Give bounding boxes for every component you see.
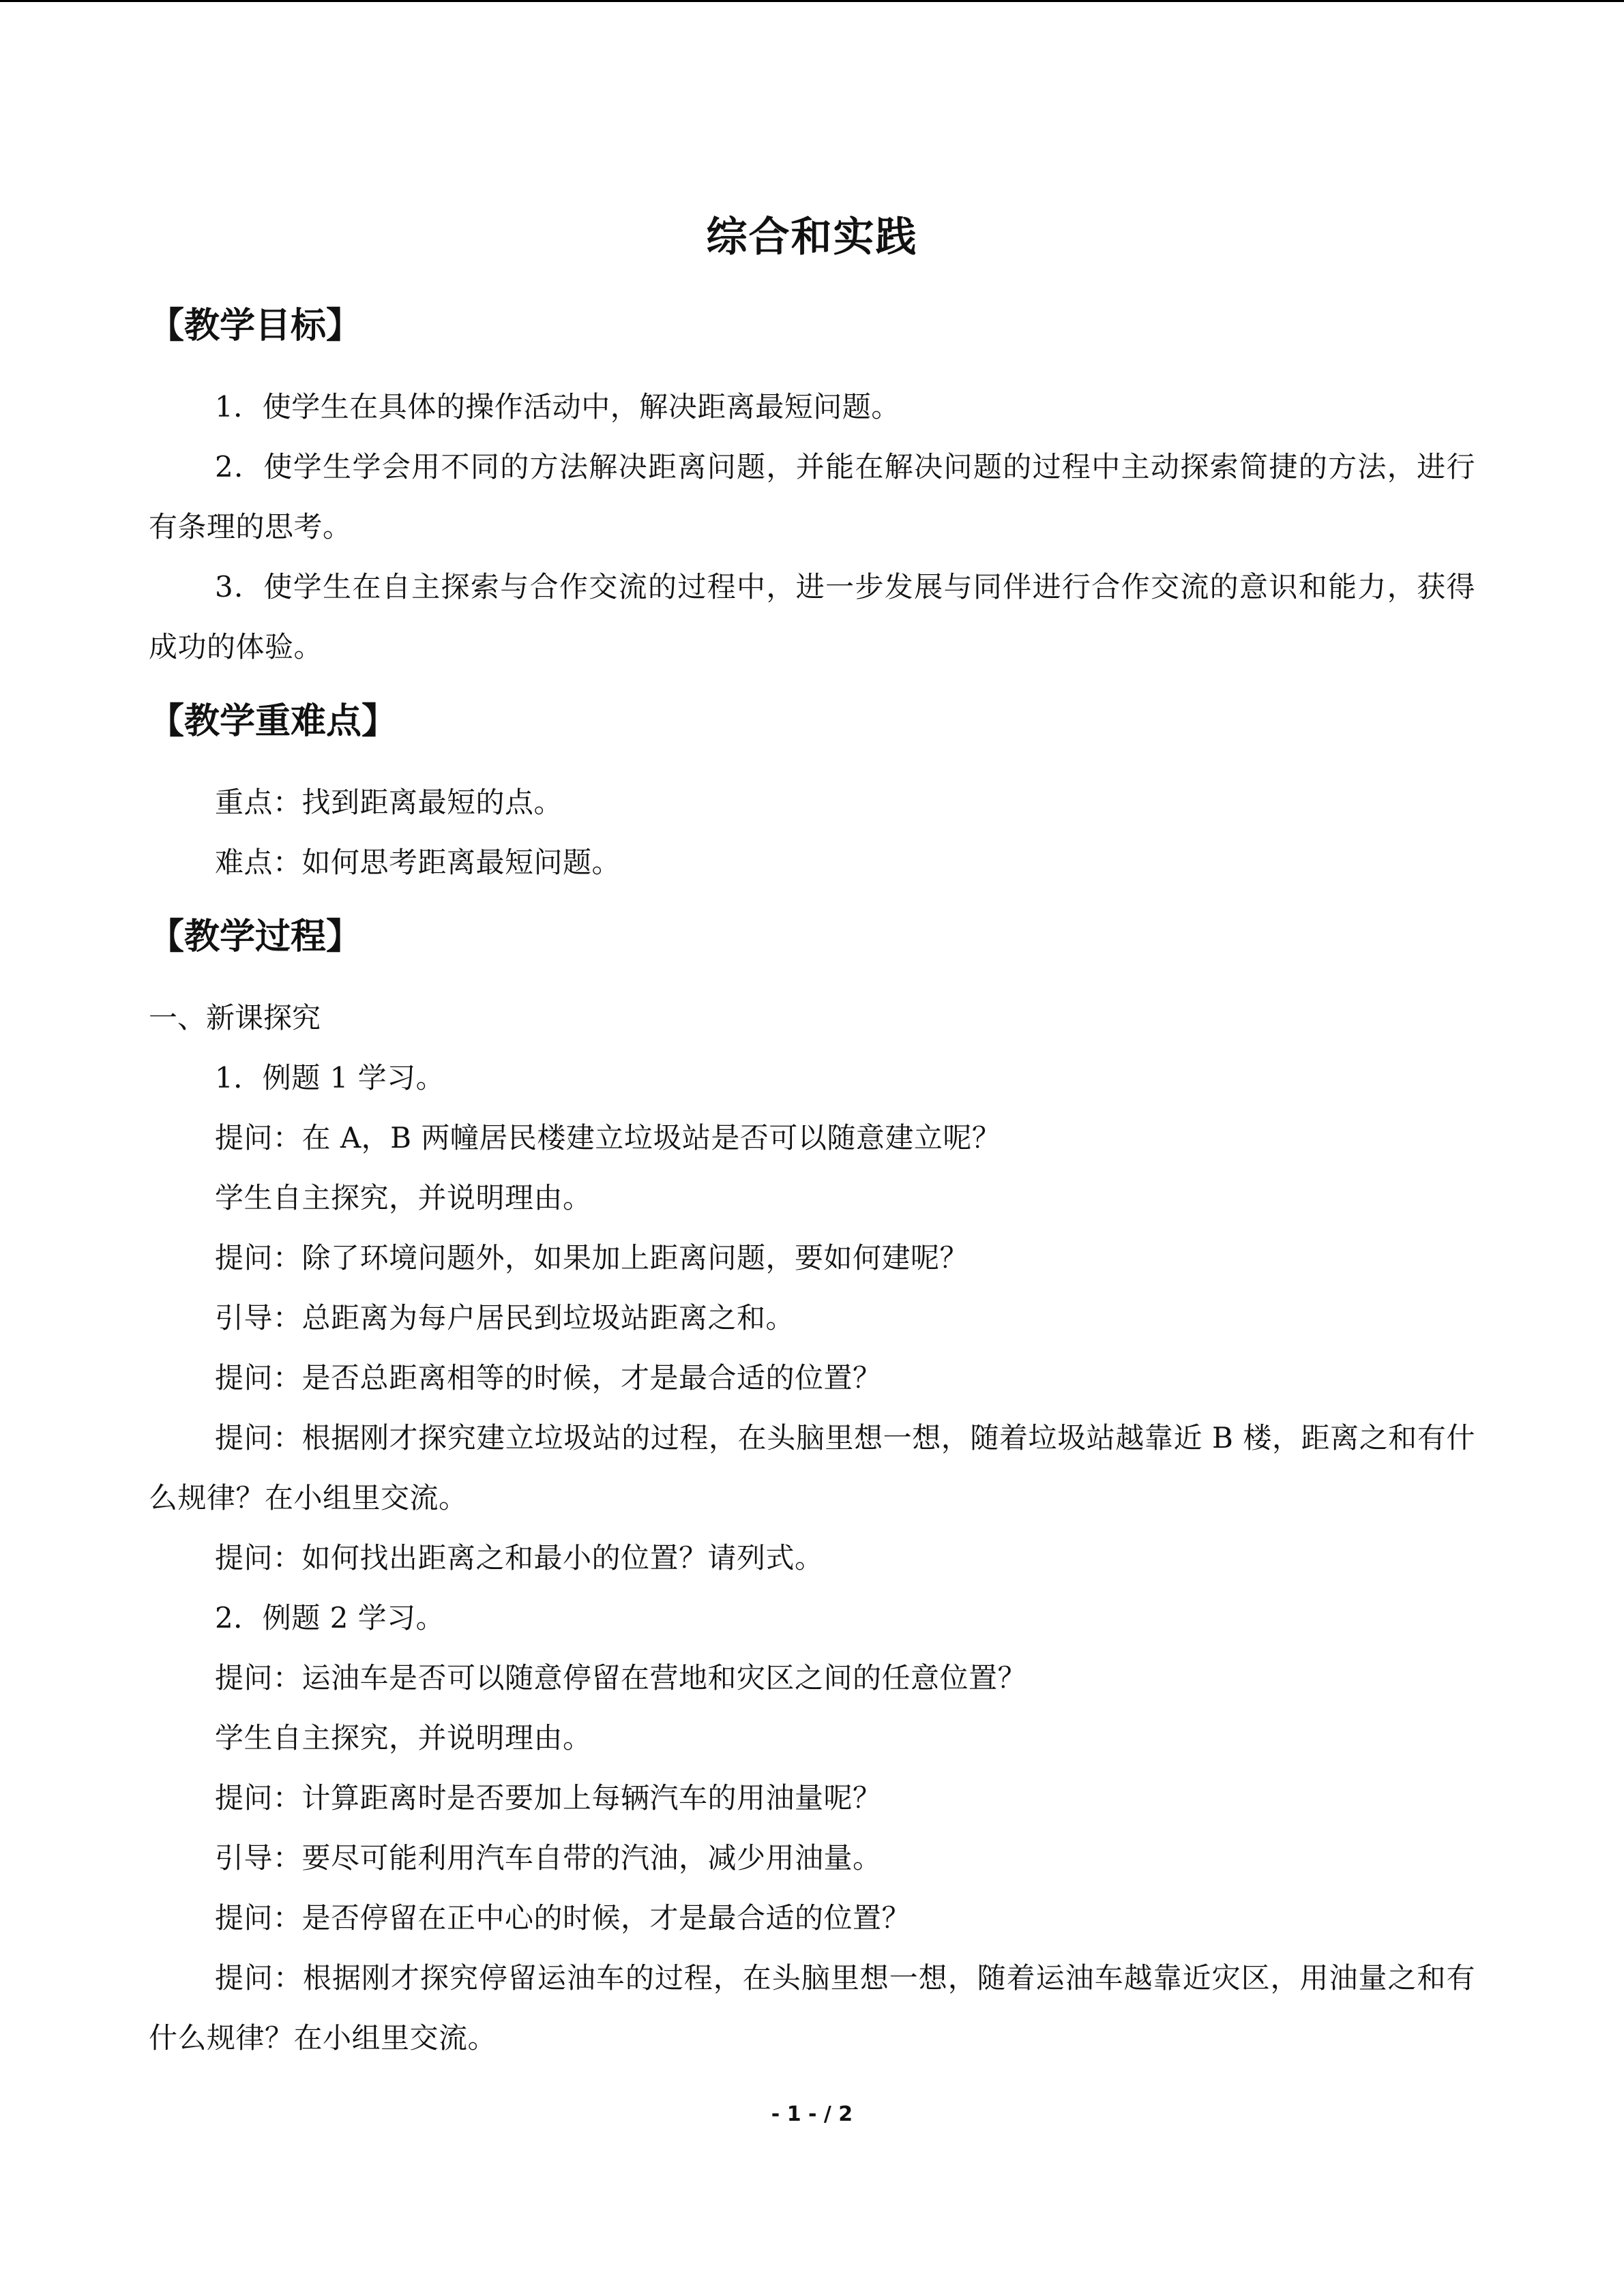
process-item: 提问：根据刚才探究停留运油车的过程，在头脑里想一想，随着运油车越靠近灾区，用油量之和有什么规律？在小组里交流。 bbox=[149, 1961, 1475, 2055]
keypoint-item: 难点：如何思考距离最短问题。 bbox=[215, 846, 621, 879]
process-item: 提问：是否停留在正中心的时候，才是最合适的位置？ bbox=[215, 1901, 911, 1935]
page-title: 综合和实践 bbox=[706, 213, 918, 261]
keypoints-heading: 【教学重难点】 bbox=[149, 701, 398, 742]
goal-item: 2．使学生学会用不同的方法解决距离问题，并能在解决问题的过程中主动探索简捷的方法，进行有条理的思考。 bbox=[149, 450, 1475, 543]
process-item: 1．例题 1 学习。 bbox=[215, 1061, 445, 1094]
process-item: 提问：计算距离时是否要加上每辆汽车的用油量呢？ bbox=[215, 1781, 882, 1815]
process-item: 提问：除了环境问题外，如果加上距离问题，要如何建呢？ bbox=[215, 1241, 969, 1274]
process-item: 学生自主探究，并说明理由。 bbox=[215, 1181, 592, 1214]
process-section-title: 一、新课探究 bbox=[149, 1001, 321, 1034]
process-item: 引导：总距离为每户居民到垃圾站距离之和。 bbox=[215, 1301, 795, 1335]
keypoint-item: 重点：找到距离最短的点。 bbox=[215, 786, 563, 819]
process-item: 引导：要尽可能利用汽车自带的汽油，减少用油量。 bbox=[215, 1841, 882, 1875]
document-body bbox=[149, 295, 1475, 2068]
goal-item: 1．使学生在具体的操作活动中，解决距离最短问题。 bbox=[215, 390, 900, 423]
process-item: 提问：在 A，B 两幢居民楼建立垃圾站是否可以随意建立呢？ bbox=[215, 1121, 1001, 1154]
process-item: 提问：是否总距离相等的时候，才是最合适的位置？ bbox=[215, 1361, 882, 1395]
process-item: 提问：运油车是否可以随意停留在营地和灾区之间的任意位置？ bbox=[215, 1661, 1027, 1695]
process-item: 2．例题 2 学习。 bbox=[215, 1601, 445, 1635]
process-item: 提问：如何找出距离之和最小的位置？请列式。 bbox=[215, 1541, 824, 1575]
process-heading: 【教学过程】 bbox=[149, 916, 362, 957]
goal-item: 3．使学生在自主探索与合作交流的过程中，进一步发展与同伴进行合作交流的意识和能力，获得成功的体验。 bbox=[149, 570, 1475, 664]
process-item: 提问：根据刚才探究建立垃圾站的过程，在头脑里想一想，随着垃圾站越靠近 B 楼，距离之和有什么规律？在小组里交流。 bbox=[149, 1421, 1475, 1515]
goals-heading: 【教学目标】 bbox=[149, 305, 362, 346]
page-number: - 1 - / 2 bbox=[771, 2102, 853, 2126]
process-item: 学生自主探究，并说明理由。 bbox=[215, 1721, 592, 1755]
